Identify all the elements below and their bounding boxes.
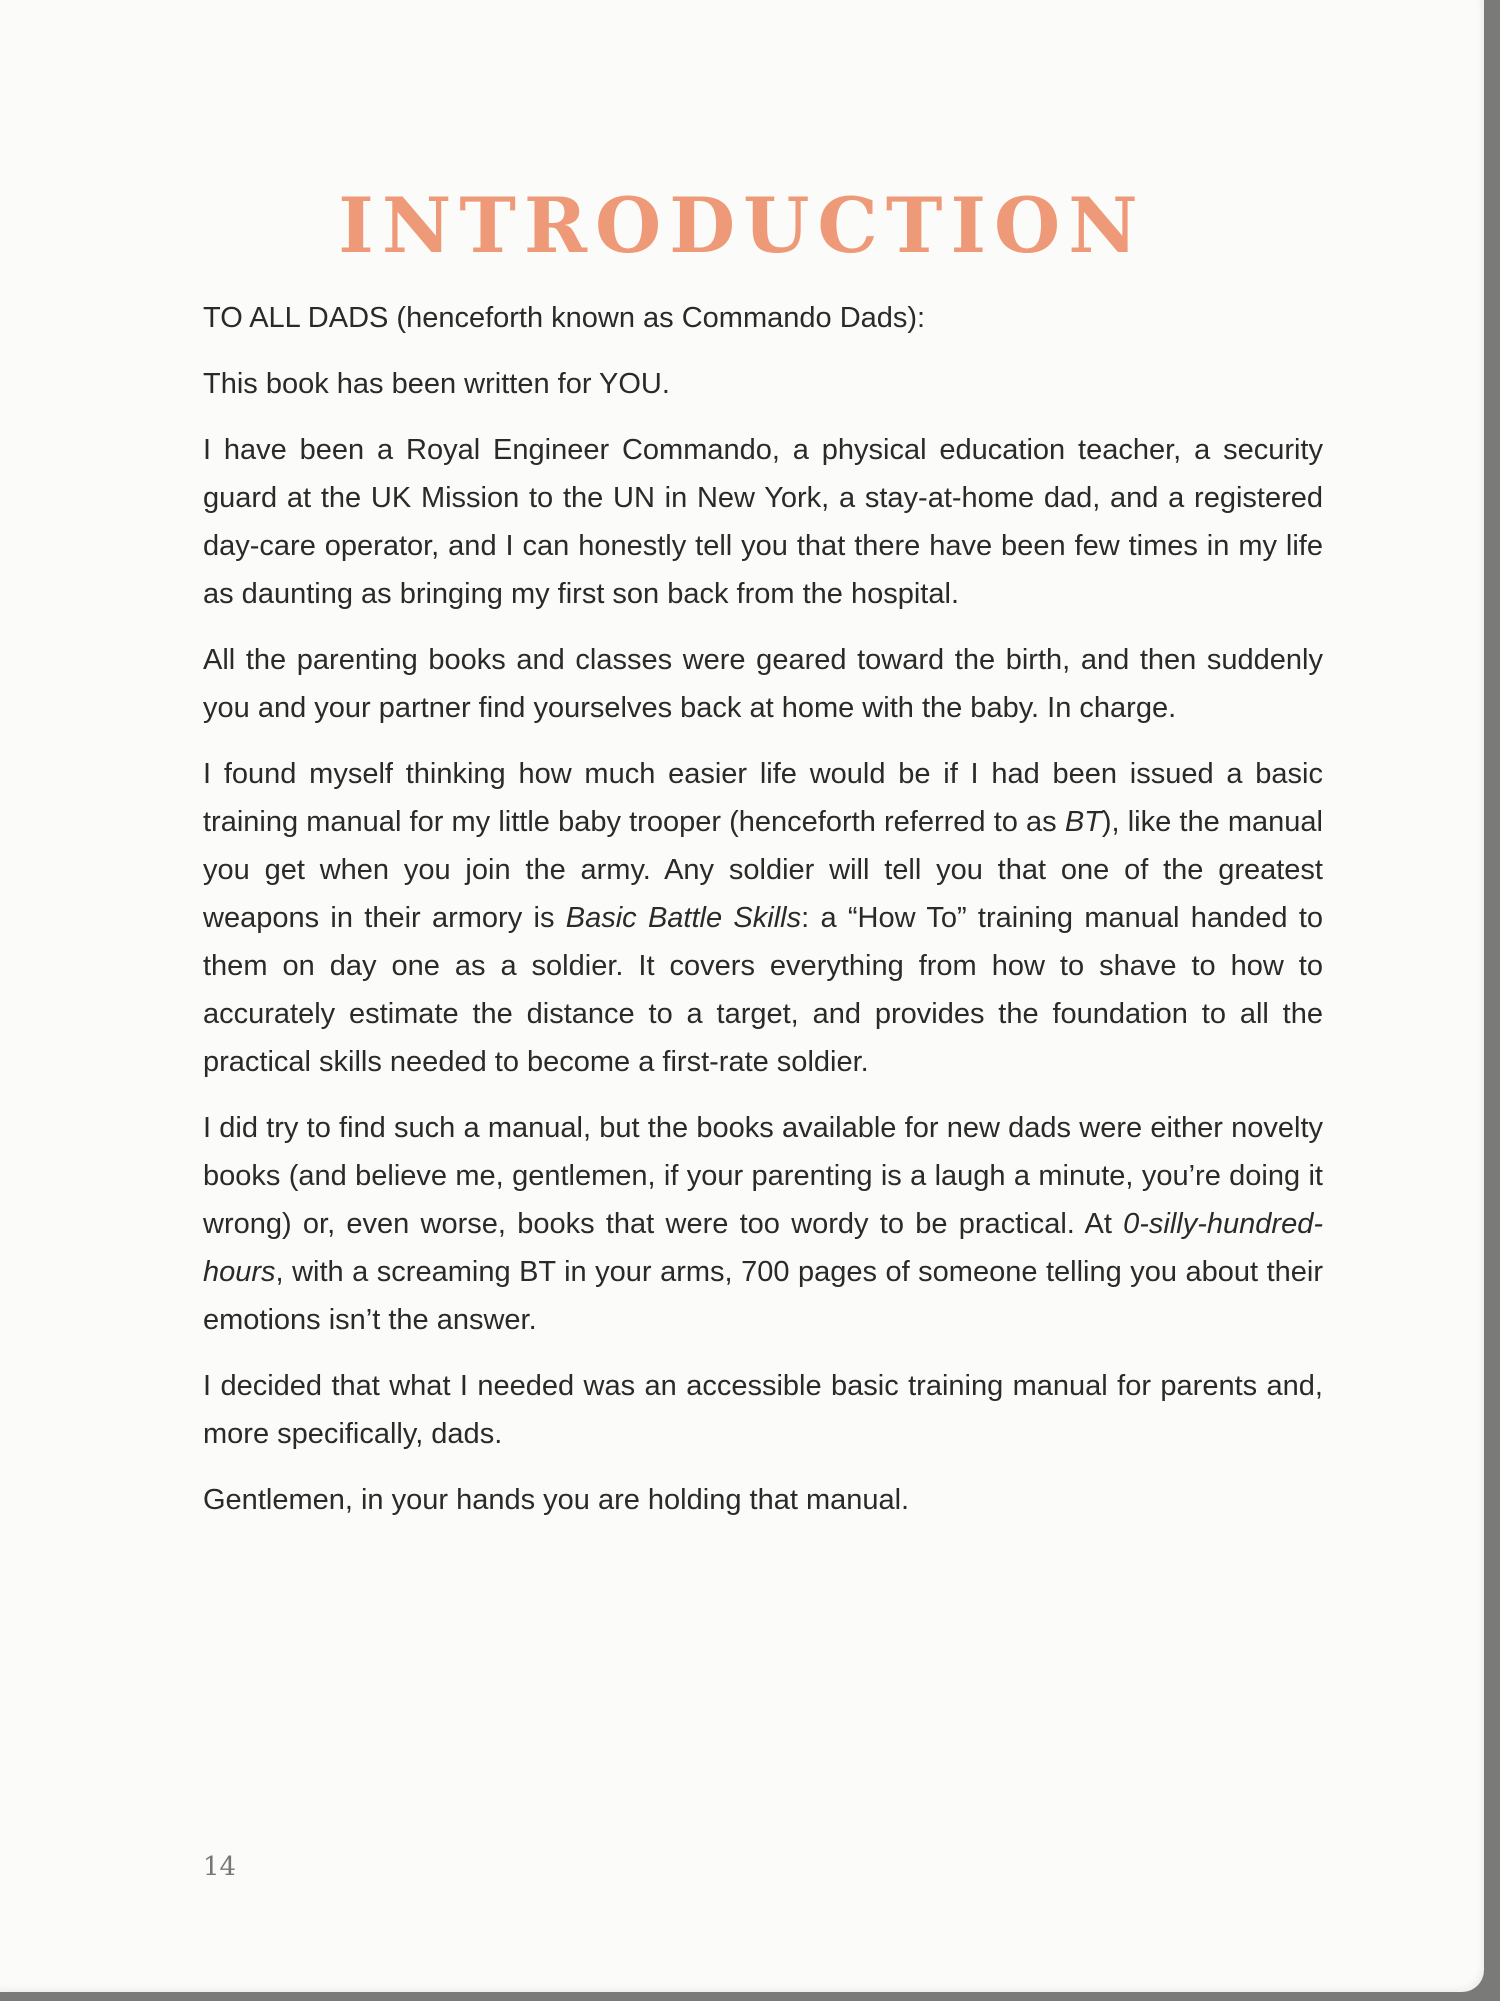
emphasis-bt: BT xyxy=(1064,806,1102,838)
paragraph-author-background: I have been a Royal Engineer Commando, a physical education teacher, a security guard at the UK Mission to the UN in New York, a stay-at-home dad, and a registered day-care operator, and I can honestly tell you that there have been few times in my life as daunting as bringing my first son back from the hospital. xyxy=(203,434,1323,610)
emphasis-silly-hundred-hours: 0-silly-hundred-hours xyxy=(203,1208,1323,1288)
paragraph-dedication: This book has been written for YOU. xyxy=(203,368,670,400)
paragraph-search-for-manual xyxy=(203,1104,1323,1344)
paragraph-salutation: TO ALL DADS (henceforth known as Commando Dads): xyxy=(203,302,926,334)
text-segment: : a “How To” training manual handed to them on day one as a soldier. It covers everything from how to shave to how to accurately estimate the distance to a target, and provides the foundation to all the practical skills needed to become a first-rate soldier. xyxy=(203,902,1323,1078)
paragraph-parenting-books: All the parenting books and classes were geared toward the birth, and then suddenly you and your partner find yourselves back at home with the baby. In charge. xyxy=(203,644,1323,724)
text-segment: I did try to find such a manual, but the books available for new dads were either novelty books (and believe me, gentlemen, if your parenting is a laugh a minute, you’re doing it wrong) or, even worse, books that were too wordy to be practical. At xyxy=(203,1112,1323,1240)
text-segment: , with a screaming BT in your arms, 700 pages of someone telling you about their emotions isn’t the answer. xyxy=(203,1256,1323,1336)
emphasis-basic-battle-skills: Basic Battle Skills xyxy=(565,902,802,934)
body-text xyxy=(203,294,1323,1542)
page-number: 14 xyxy=(203,1852,237,1882)
paragraph-decision: I decided that what I needed was an accessible basic training manual for parents and, more specifically, dads. xyxy=(203,1370,1323,1450)
paragraph-conclusion: Gentlemen, in your hands you are holding that manual. xyxy=(203,1484,910,1516)
text-segment: I found myself thinking how much easier life would be if I had been issued a basic training manual for my little baby trooper (henceforth referred to as xyxy=(203,758,1323,838)
paragraph-training-manual xyxy=(203,750,1323,1086)
text-segment: ), like the manual you get when you join the army. Any soldier will tell you that one of the greatest weapons in their armory is xyxy=(203,806,1323,934)
chapter-title: INTRODUCTION xyxy=(338,181,1146,270)
